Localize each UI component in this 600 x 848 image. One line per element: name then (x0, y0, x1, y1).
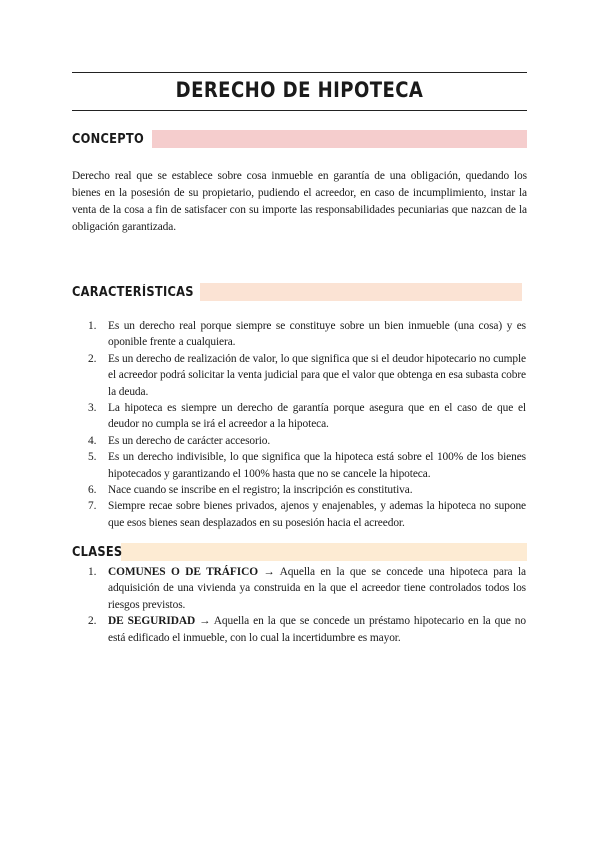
caracteristicas-list (88, 318, 526, 531)
top-rule (72, 72, 527, 73)
list-item: 4. Es un derecho de carácter accesorio. (88, 434, 271, 447)
concepto-paragraph: Derecho real que se establece sobre cosa inmueble en garantía de una obligación, quedando los bienes en la posesión de su propietario, pudiendo el acreedor, en caso de incumplimiento, instar la venta de la cosa a fin de satisfacer con su importe las responsabilidades pecuniarias que nazcan de la obligación garantizada. (72, 170, 527, 233)
list-item: 1. COMUNES O DE TRÁFICO → Aquella en la que se concede una hipoteca para la adquisición de una vivienda ya construida en la que el acreedor tiene controlados todos los riesgos previstos. (88, 566, 526, 611)
list-item: 1. Es un derecho real porque siempre se constituye sobre un bien inmueble (una cosa) y es oponible frente a cualquiera. (88, 320, 526, 349)
concepto-label: CONCEPTO (72, 131, 144, 147)
concepto-heading (72, 130, 527, 148)
concepto-highlight-bar (152, 130, 527, 148)
title-rule (72, 110, 527, 111)
clases-heading (72, 543, 527, 561)
caracteristicas-heading (72, 283, 522, 301)
caracteristicas-highlight-bar (200, 283, 522, 301)
list-item: 7. Siempre recae sobre bienes privados, ajenos y enajenables, y ademas la hipoteca no supone que esos bienes sean desplazados en su posesión hacia el acreedor. (88, 500, 526, 529)
list-item: 3. La hipoteca es siempre un derecho de garantía porque asegura que en el caso de que el deudor no cumpla se irá el acreedor a la hipoteca. (88, 402, 526, 431)
list-item: 2. Es un derecho de realización de valor, lo que significa que si el deudor hipotecario no cumple el acreedor podrá solicitar la venta judicial para que el valor que obtenga en esa subasta cobre la deuda. (88, 352, 526, 398)
list-item: 5. Es un derecho indivisible, lo que significa que la hipoteca está sobre el 100% de los bienes hipotecados y garantizando el 100% hasta que no se cancele la hipoteca. (88, 451, 526, 480)
list-item: 6. Nace cuando se inscribe en el registro; la inscripción es constitutiva. (88, 484, 413, 497)
page-title: DERECHO DE HIPOTECA (175, 78, 424, 102)
clases-list (88, 564, 526, 646)
term-label: COMUNES O DE TRÁFICO (108, 566, 258, 578)
clases-highlight-bar (121, 543, 527, 561)
list-item: 2. DE SEGURIDAD → Aquella en la que se concede un préstamo hipotecario en la que no está edificado el inmueble, con lo cual la incertidumbre es mayor. (88, 615, 526, 644)
term-label: DE SEGURIDAD (108, 615, 196, 628)
clases-label: CLASES (72, 544, 123, 560)
caracteristicas-label: CARACTERÍSTICAS (72, 284, 194, 300)
